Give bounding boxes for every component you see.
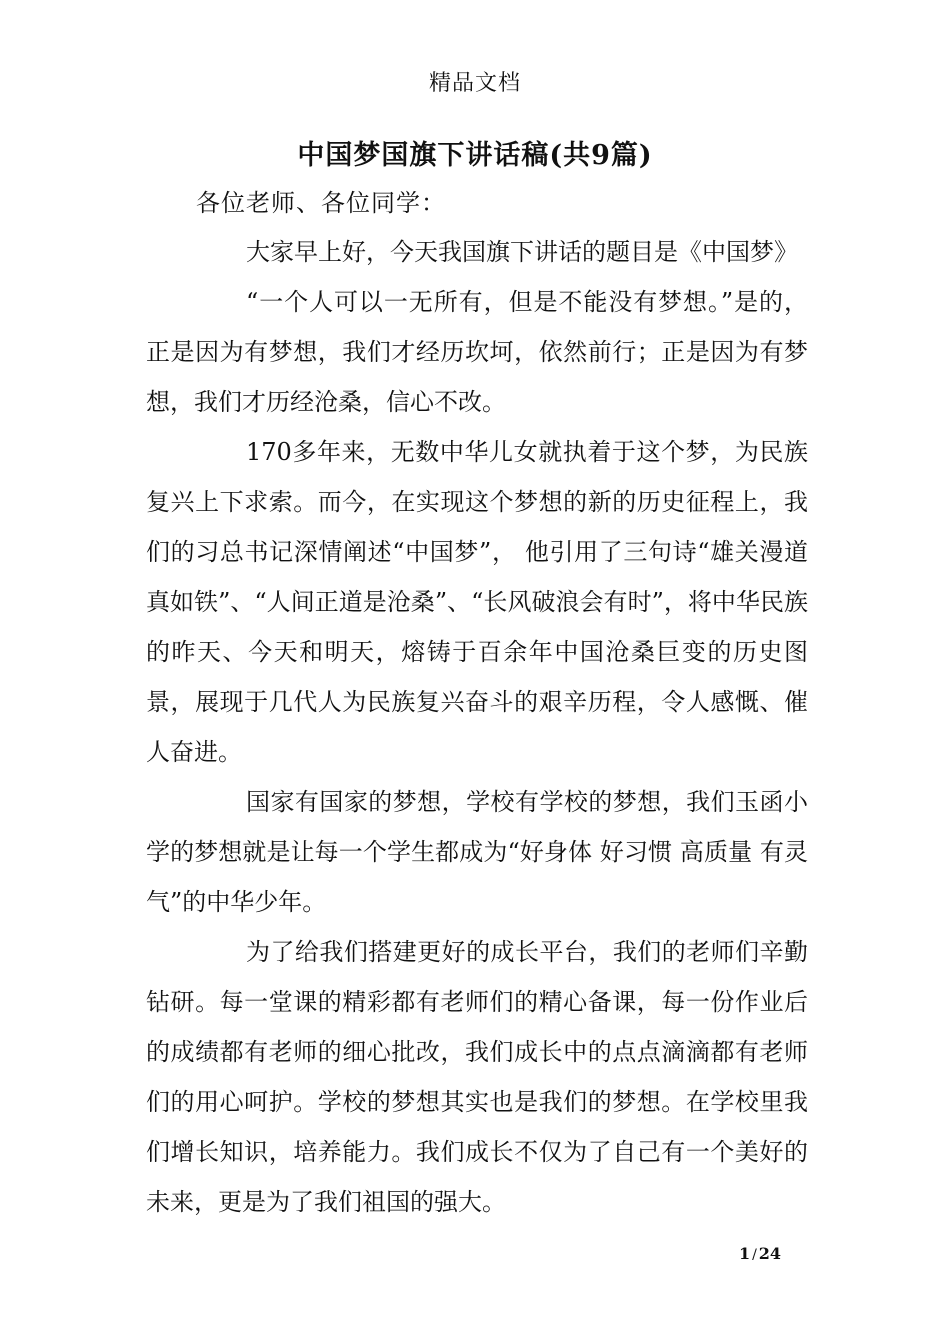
paragraph: “一个人可以一无所有，但是不能没有梦想。”是的，正是因为有梦想，我们才经历坎坷，依然前行；正是因为有梦想，我们才历经沧桑，信心不改。 <box>146 288 808 416</box>
page-header: 精品文档 <box>428 71 521 96</box>
paragraph: 170多年来，无数中华儿女就执着于这个梦，为民族复兴上下求索。而今，在实现这个梦想的新的历史征程上，我们的习总书记深情阐述“中国梦”， 他引用了三句诗“雄关漫道真如铁”、“人间正道是沧桑”、“长风破浪会有时”，将中华民族的昨天、今天和明天，熔铸于百余年中国沧桑巨变的历史图景，展现于几代人为民族复兴奋斗的艰辛历程，令人感慨、催人奋进。 <box>146 438 808 766</box>
document-body <box>146 227 808 1227</box>
page-total: 24 <box>758 1244 782 1263</box>
salutation: 各位老师、各位同学： <box>196 189 446 217</box>
page-number <box>700 1244 820 1263</box>
document-title: 中国梦国旗下讲话稿(共9篇) <box>297 140 653 171</box>
paragraph: 大家早上好，今天我国旗下讲话的题目是《中国梦》 <box>246 238 798 266</box>
page-current: 1 <box>738 1244 751 1263</box>
page-separator: / <box>752 1247 757 1263</box>
paragraph: 国家有国家的梦想，学校有学校的梦想，我们玉函小学的梦想就是让每一个学生都成为“好身体 好习惯 高质量 有灵气”的中华少年。 <box>146 788 808 916</box>
paragraph: 为了给我们搭建更好的成长平台，我们的老师们辛勤钻研。每一堂课的精彩都有老师们的精心备课，每一份作业后的成绩都有老师的细心批改，我们成长中的点点滴滴都有老师们的用心呵护。学校的梦想其实也是我们的梦想。在学校里我们增长知识，培养能力。我们成长不仅为了自己有一个美好的未来，更是为了我们祖国的强大。 <box>146 938 808 1216</box>
